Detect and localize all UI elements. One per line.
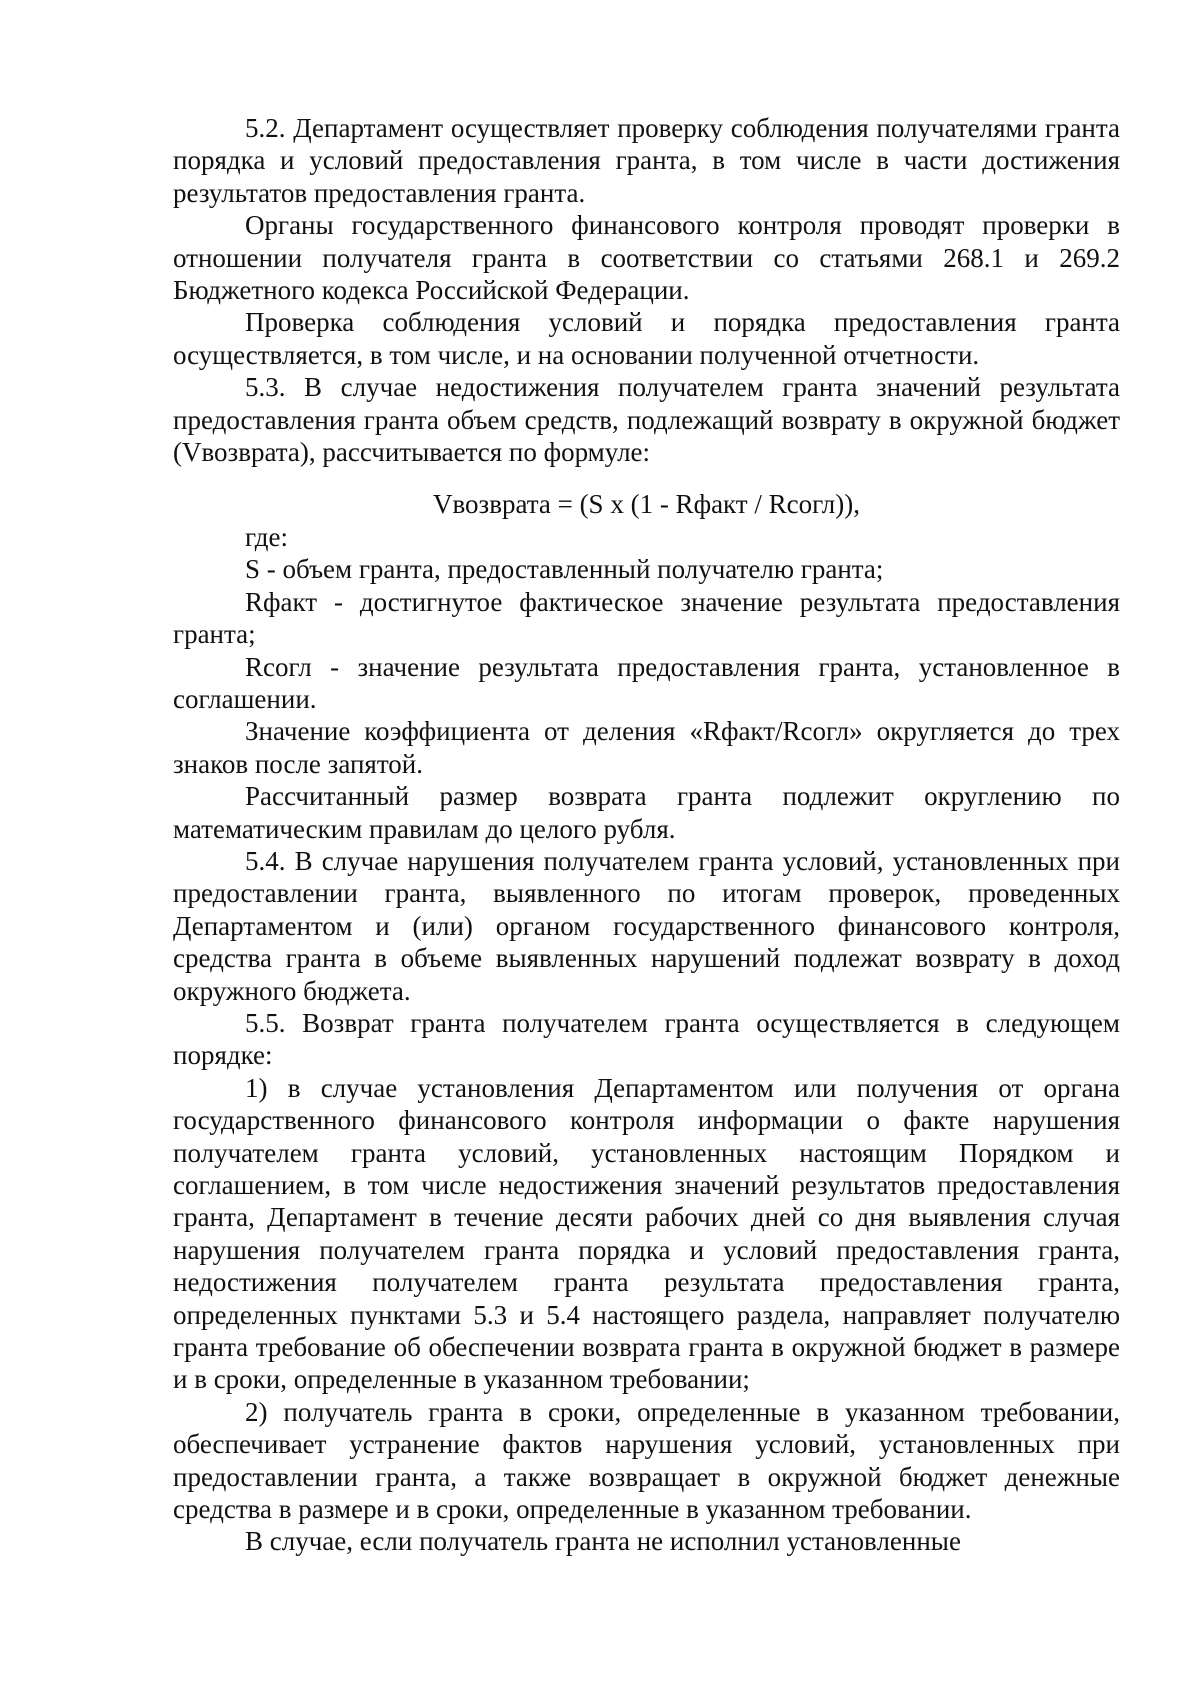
paragraph-continuation: В случае, если получатель гранта не исполнил установленные bbox=[245, 1526, 961, 1557]
paragraph-where: где: bbox=[245, 521, 288, 552]
paragraph-rounding-amount: Рассчитанный размер возврата гранта подлежит округлению по математическим правилам до целого рубля. bbox=[173, 781, 1120, 844]
paragraph-rounding-coefficient: Значение коэффициента от деления «Rфакт/Rсогл» округляется до трех знаков после запятой. bbox=[173, 716, 1120, 779]
definition-s: S - объем гранта, предоставленный получателю гранта; bbox=[245, 554, 884, 585]
definition-rsogl: Rсогл - значение результата предоставления гранта, установленное в соглашении. bbox=[173, 651, 1120, 714]
paragraph-5-4: 5.4. В случае нарушения получателем гранта условий, установленных при предоставлении гранта, выявленного по итогам проверок, проведенных Департаментом и (или) органом государственного финансового контроля, средства гранта в объеме выявленных нарушений подлежат возврату в доход окружного бюджета. bbox=[173, 845, 1120, 1006]
paragraph-verification: Проверка соблюдения условий и порядка предоставления гранта осуществляется, в том числе, и на основании полученной отчетности. bbox=[173, 307, 1120, 370]
paragraph-5-3: 5.3. В случае недостижения получателем гранта значений результата предоставления гранта объем средств, подлежащий возврату в окружной бюджет (Vвозврата), рассчитывается по формуле: bbox=[173, 372, 1120, 468]
paragraph-5-2: 5.2. Департамент осуществляет проверку соблюдения получателями гранта порядка и условий предоставления гранта, в том числе в части достижения результатов предоставления гранта. bbox=[173, 113, 1120, 208]
formula-refund: Vвозврата = (S x (1 - Rфакт / Rсогл)), bbox=[432, 489, 861, 520]
list-item-2: 2) получатель гранта в сроки, определенные в указанном требовании, обеспечивает устранение фактов нарушения условий, установленных при предоставлении гранта, а также возвращает в окружной бюджет денежные средства в размере и в сроки, определенные в указанном требовании. bbox=[173, 1396, 1120, 1525]
paragraph-5-5: 5.5. Возврат гранта получателем гранта осуществляется в следующем порядке: bbox=[173, 1007, 1120, 1071]
document-page bbox=[173, 112, 1120, 1558]
list-item-1: 1) в случае установления Департаментом или получения от органа государственного финансового контроля информации о факте нарушения получателем гранта условий, установленных настоящим Порядком и соглашением, в том числе недостижения значений результатов предоставления гранта, Департамент в течение десяти рабочих дней со дня выявления случая нарушения получателем гранта порядка и условий предоставления гранта, недостижения получателем гранта результата предоставления гранта, определенных пунктами 5.3 и 5.4 настоящего раздела, направляет получателю гранта требование об обеспечении возврата гранта в окружной бюджет в размере и в сроки, определенные в указанном требовании; bbox=[173, 1072, 1120, 1395]
paragraph-control-bodies: Органы государственного финансового контроля проводят проверки в отношении получателя гранта в соответствии со статьями 268.1 и 269.2 Бюджетного кодекса Российской Федерации. bbox=[173, 210, 1120, 306]
definition-rfakt: Rфакт - достигнутое фактическое значение результата предоставления гранта; bbox=[173, 586, 1120, 650]
